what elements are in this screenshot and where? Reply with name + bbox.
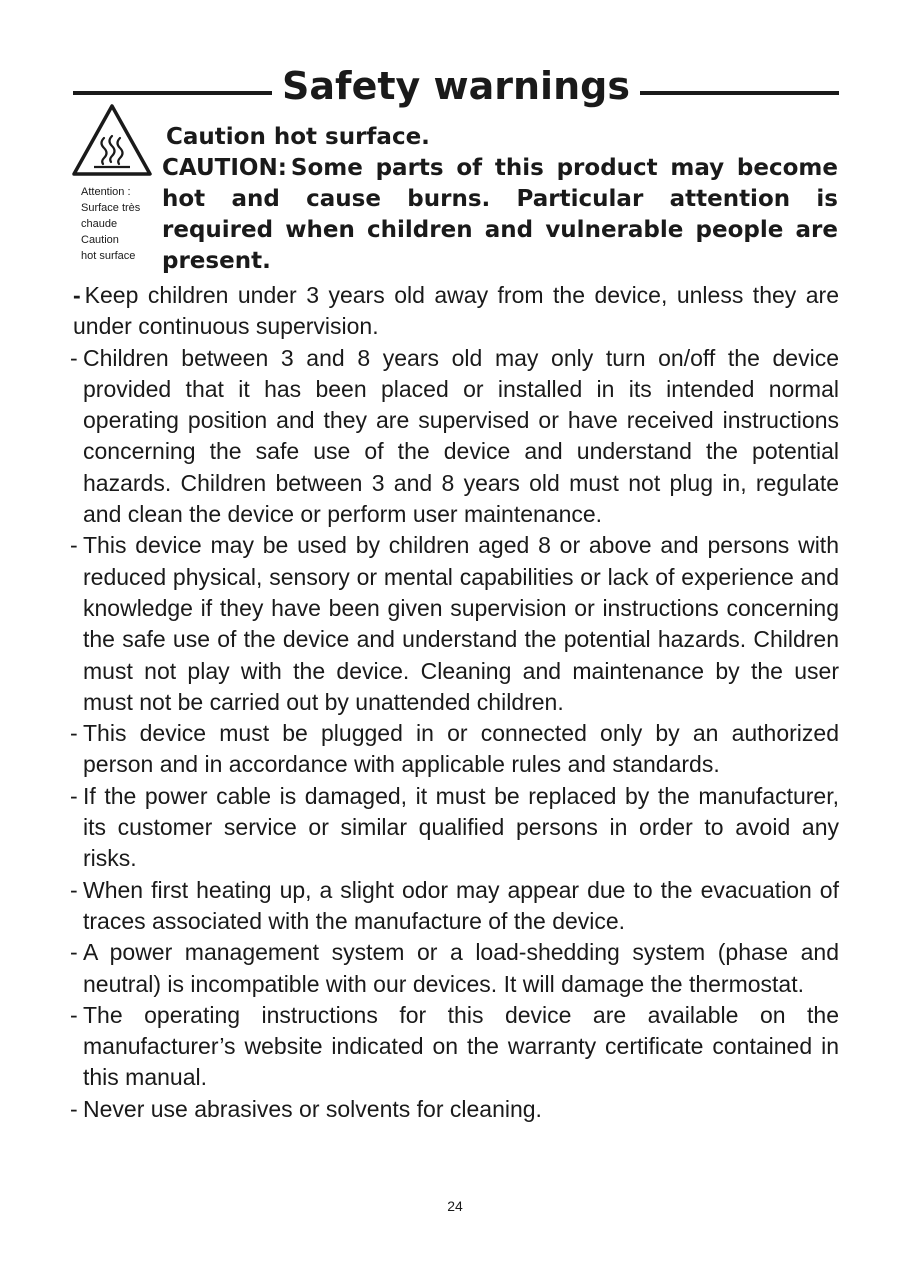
hot-surface-warning	[70, 102, 154, 264]
bullet-dash: -	[70, 876, 78, 903]
list-item	[70, 875, 839, 938]
bullet-dash: -	[70, 1095, 78, 1122]
icon-caption-line: Attention :	[81, 186, 131, 198]
icon-caption-line: hot surface	[81, 250, 136, 262]
page-title: Safety warnings	[73, 62, 839, 110]
list-item	[73, 280, 839, 343]
hot-surface-warning-icon	[70, 102, 154, 178]
list-item-text: Children between 3 and 8 years old may only turn on/off the device provided that it has been placed or installed in its intended normal operating position and they are supervised or have received instructions concerning the safe use of the device and understand the potential hazards. Children between 3 and 8 years old must not plug in, regulate and clean the device or perform user maintenance.	[83, 344, 839, 528]
bullet-dash: -	[70, 782, 78, 809]
icon-caption-line: chaude	[81, 218, 118, 230]
list-item-text: The operating instructions for this device are available on the manufacturer’s website indicated on the warranty certificate contained in this manual.	[83, 1001, 839, 1091]
list-item	[70, 937, 839, 1000]
list-item-text: Keep children under 3 years old away from the device, unless they are under continuous supervision.	[73, 282, 839, 340]
caution-paragraph	[162, 153, 838, 277]
bullet-dash: -	[70, 532, 78, 559]
bullet-dash: -	[70, 1001, 78, 1028]
icon-caption-line: Surface très	[81, 202, 141, 214]
list-item	[70, 718, 839, 781]
caution-body: Some parts of this product may become hot and cause burns. Particular attention is required when children and vulnerable people are present.	[162, 155, 838, 274]
bullet-dash: -	[70, 344, 78, 371]
list-item	[70, 530, 839, 718]
page-number: 24	[447, 1198, 463, 1214]
safety-warnings-list	[70, 280, 839, 1125]
list-item	[70, 781, 839, 875]
list-item	[70, 1094, 839, 1125]
bullet-dash: -	[70, 720, 78, 747]
list-item-text: A power management system or a load-shedding system (phase and neutral) is incompatible with our devices. It will damage the thermostat.	[83, 939, 839, 997]
list-item	[70, 343, 839, 531]
icon-caption-line: Caution	[81, 234, 119, 246]
list-item-text: This device may be used by children aged 8 or above and persons with reduced physical, sensory or mental capabilities or lack of experience and knowledge if they have been given supervision or instructions concerning the safe use of the device and understand the potential hazards. Children must not play with the device. Cleaning and maintenance by the user must not be carried out by unattended children.	[83, 532, 839, 715]
section-header	[73, 62, 839, 112]
list-item	[70, 1000, 839, 1094]
list-item-text: If the power cable is damaged, it must be replaced by the manufacturer, its customer service or similar qualified persons in order to avoid any risks.	[83, 782, 839, 872]
bullet-dash: -	[73, 282, 81, 308]
bullet-dash: -	[70, 939, 78, 966]
caution-label: CAUTION:	[162, 155, 287, 181]
icon-caption	[81, 184, 154, 264]
caution-heading: Caution hot surface.	[166, 124, 430, 150]
list-item-text: This device must be plugged in or connected only by an authorized person and in accordance with applicable rules and standards.	[83, 720, 839, 778]
list-item-text: When first heating up, a slight odor may appear due to the evacuation of traces associated with the manufacture of the device.	[83, 876, 839, 934]
list-item-text: Never use abrasives or solvents for cleaning.	[83, 1095, 542, 1122]
